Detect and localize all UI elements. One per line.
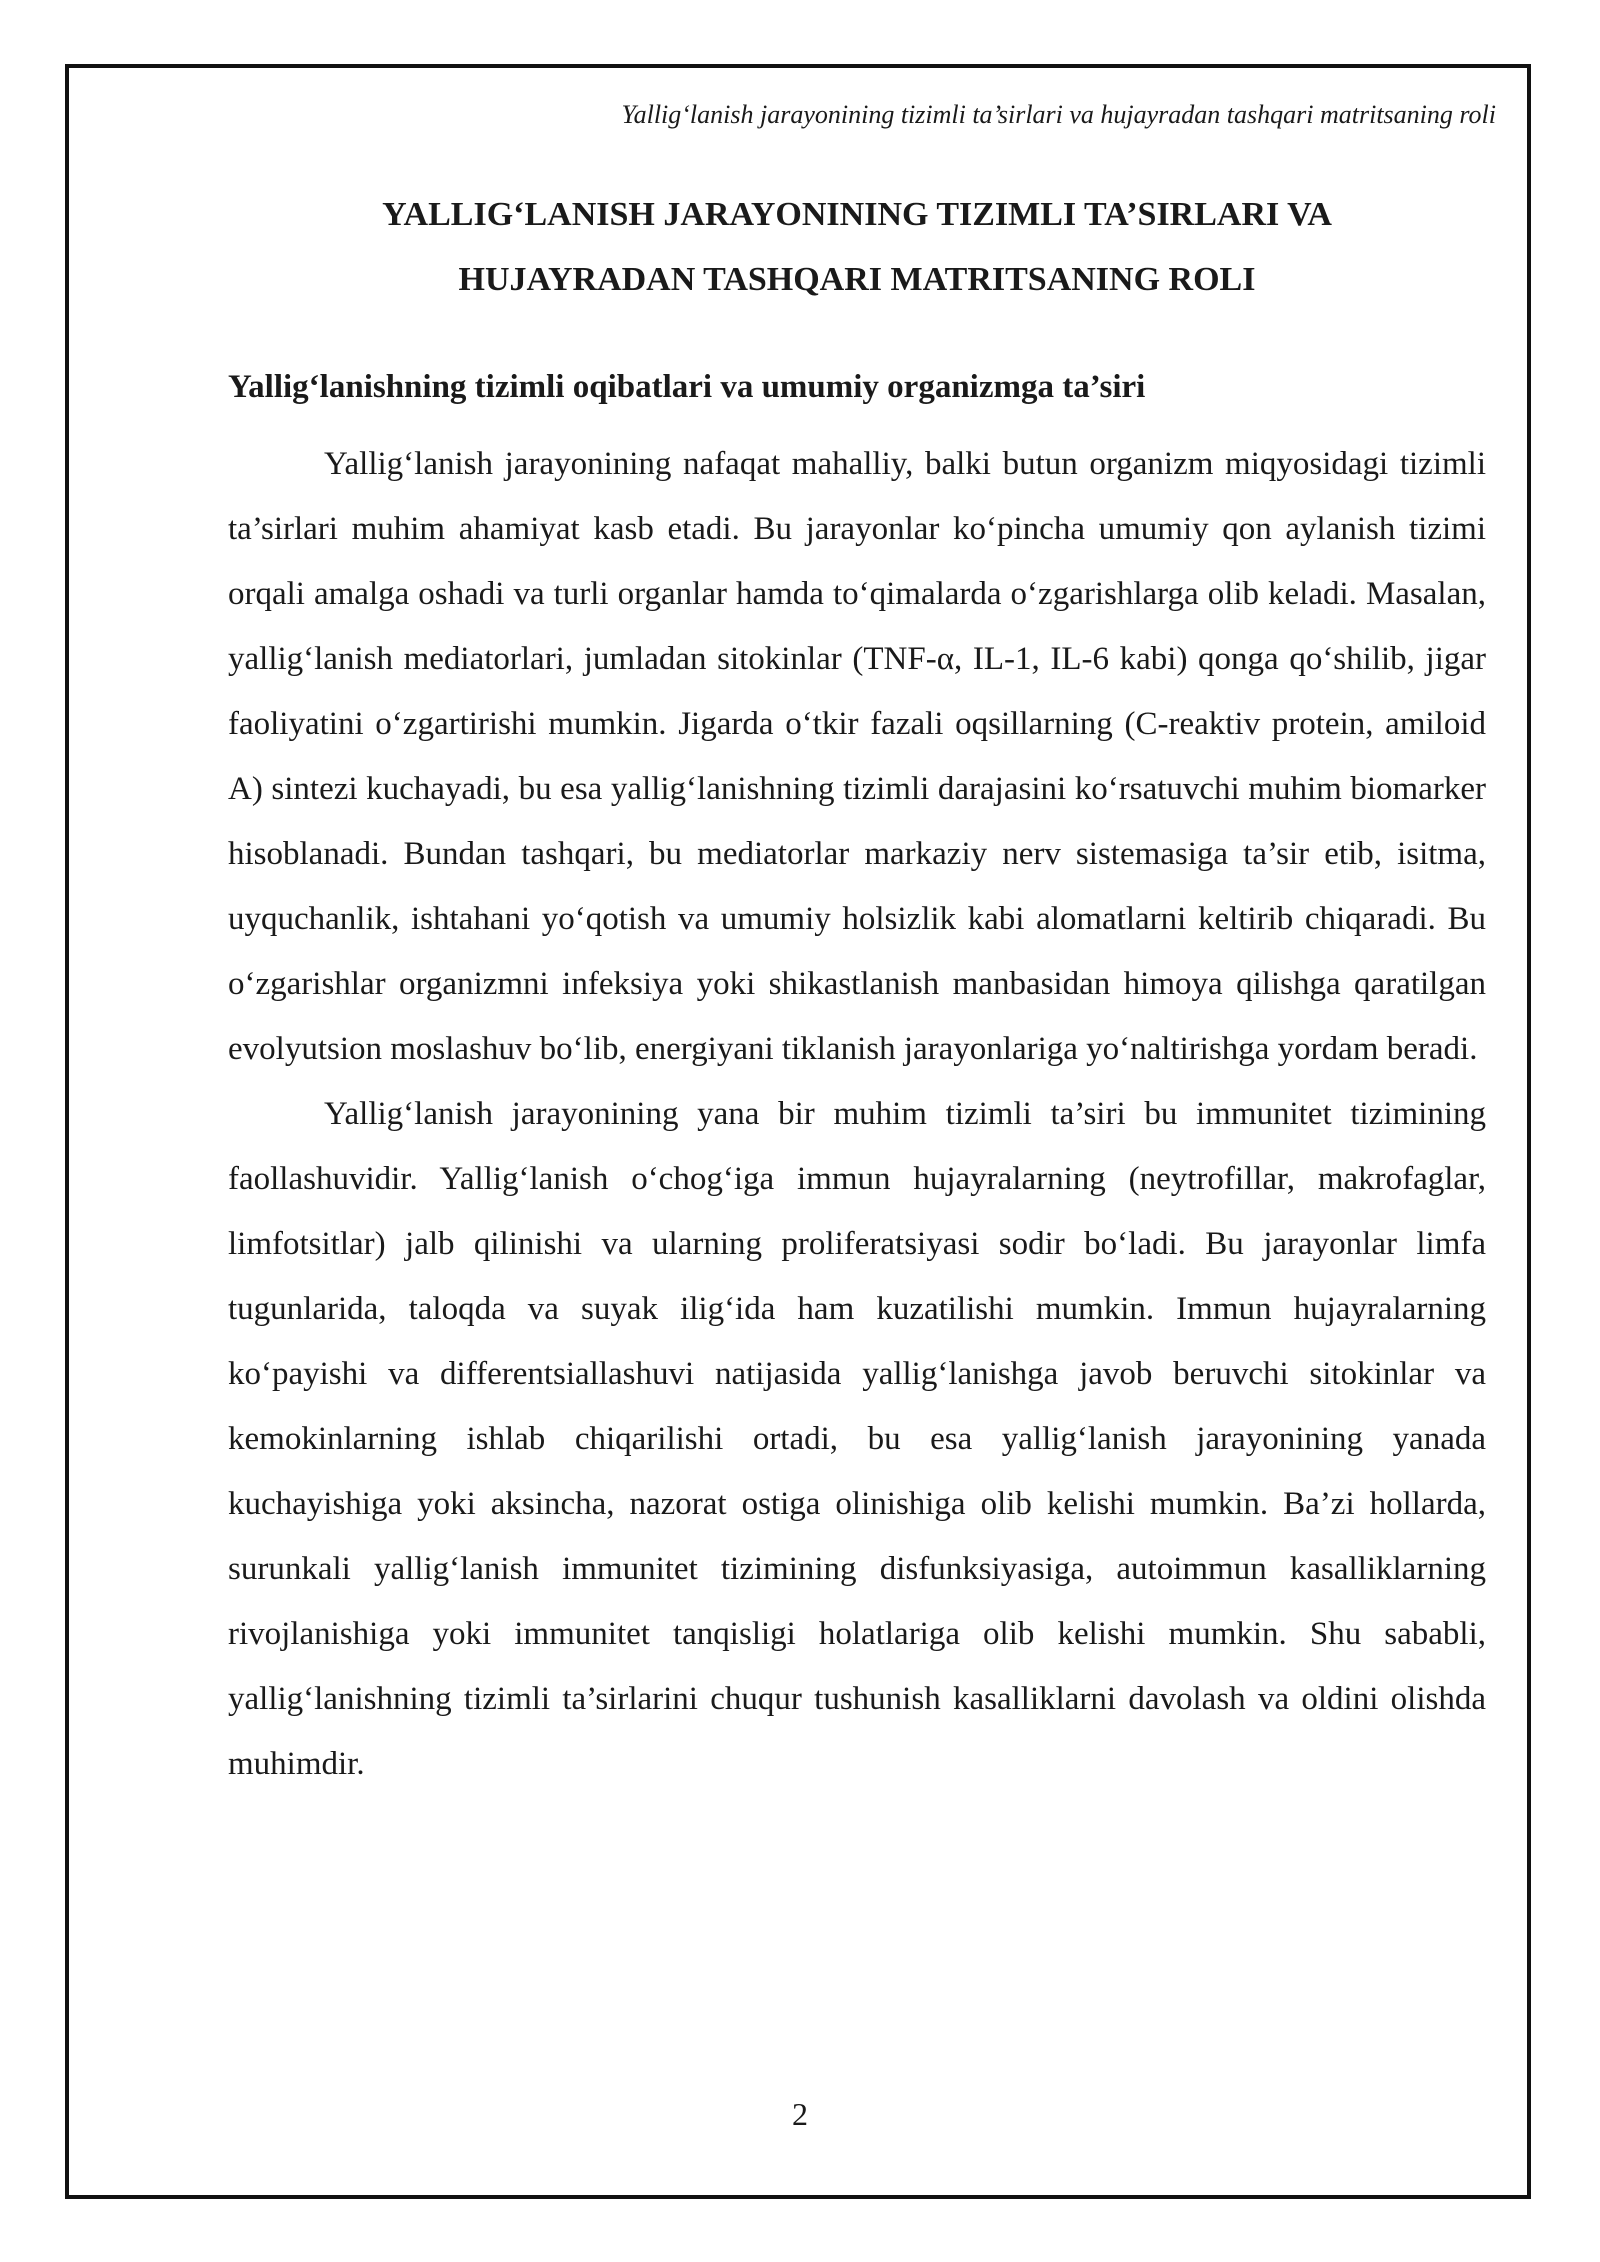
paragraph-1: Yallig‘lanish jarayonining nafaqat mahalliy, balki butun organizm miqyosidagi tizimli ta’sirlari muhim ahamiyat kasb etadi. Bu jarayonlar ko‘pincha umumiy qon aylanish tizimi orqali amalga oshadi va turli organlar hamda to‘qimalarda o‘zgarishlarga olib keladi. Masalan, yallig‘lanish mediatorlari, jumladan sitokinlar (TNF-α, IL-1, IL-6 kabi) qonga qo‘shilib, jigar faoliyatini o‘zgartirishi mumkin. Jigarda o‘tkir fazali oqsillarning (C-reaktiv protein, amiloid A) sintezi kuchayadi, bu esa yallig‘lanishning tizimli darajasini ko‘rsatuvchi muhim biomarker hisoblanadi. Bundan tashqari, bu mediatorlar markaziy nerv sistemasiga ta’sir etib, isitma, uyquchanlik, ishtahani yo‘qotish va umumiy holsizlik kabi alomatlarni keltirib chiqaradi. Bu o‘zgarishlar organizmni infeksiya yoki shikastlanish manbasidan himoya qilishga qaratilgan evolyutsion moslashuv bo‘lib, energiyani tiklanish jarayonlariga yo‘naltirishga yordam beradi. (228, 446, 1486, 1067)
page-number: 2 (792, 2096, 808, 2132)
paragraph-2: Yallig‘lanish jarayonining yana bir muhim tizimli ta’siri bu immunitet tizimining faollashuvidir. Yallig‘lanish o‘chog‘iga immun hujayralarning (neytrofillar, makrofaglar, limfotsitlar) jalb qilinishi va ularning proliferatsiyasi sodir bo‘ladi. Bu jarayonlar limfa tugunlarida, taloqda va suyak ilig‘ida ham kuzatilishi mumkin. Immun hujayralarning ko‘payishi va differentsiallashuvi natijasida yallig‘lanishga javob beruvchi sitokinlar va kemokinlarning ishlab chiqarilishi ortadi, bu esa yallig‘lanish jarayonining yanada kuchayishiga yoki aksincha, nazorat ostiga olinishiga olib kelishi mumkin. Ba’zi hollarda, surunkali yallig‘lanish immunitet tizimining disfunksiyasiga, autoimmun kasalliklarning rivojlanishiga yoki immunitet tanqisligi holatlariga olib kelishi mumkin. Shu sababli, yallig‘lanishning tizimli ta’sirlarini chuqur tushunish kasalliklarni davolash va oldini olishda muhimdir. (228, 1096, 1486, 1782)
title-line-1: YALLIG‘LANISH JARAYONINING TIZIMLI TA’SIRLARI VA (382, 196, 1332, 233)
section-heading: Yallig‘lanishning tizimli oqibatlari va umumiy organizmga ta’siri (228, 369, 1146, 405)
title-line-2: HUJAYRADAN TASHQARI MATRITSANING ROLI (458, 261, 1256, 298)
body-text (228, 432, 1486, 1797)
document-title (228, 182, 1486, 312)
running-header: Yallig‘lanish jarayonining tizimli ta’sirlari va hujayradan tashqari matritsaning roli (621, 100, 1496, 129)
